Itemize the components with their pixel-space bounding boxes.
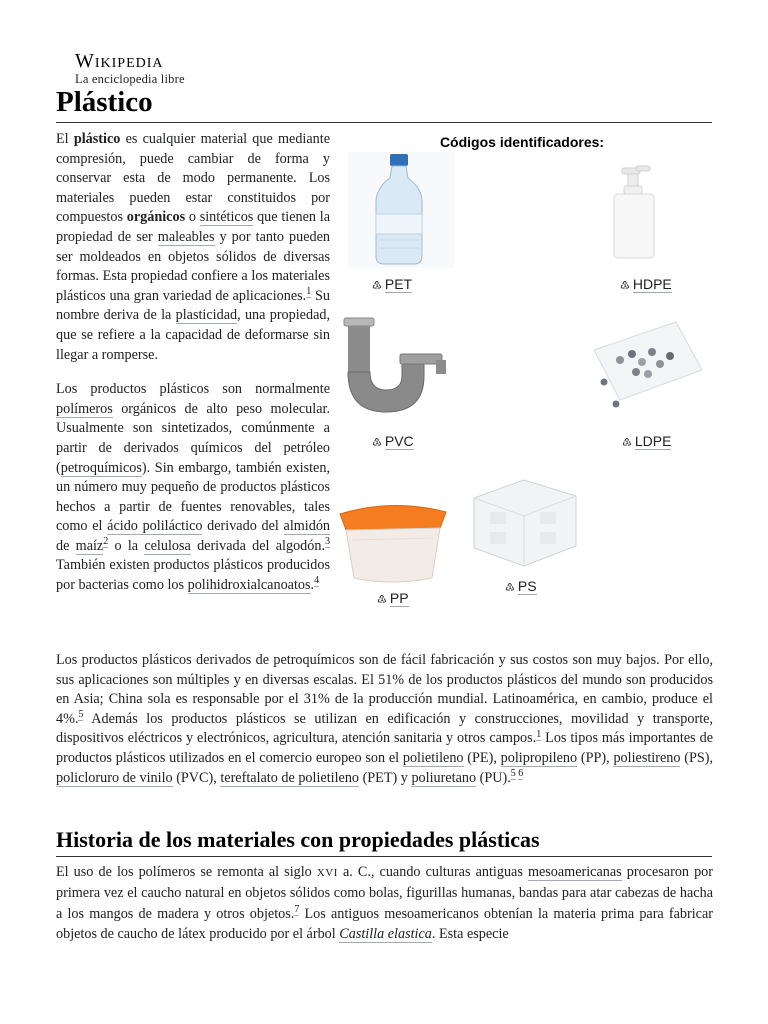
link-polihidroxialcanoatos[interactable]: polihidroxialcanoatos [187, 577, 311, 594]
link-sinteticos[interactable]: sintéticos [199, 209, 254, 226]
pet-bottle-image[interactable] [348, 152, 454, 268]
ref-1b[interactable]: 1 [536, 728, 542, 740]
caption-pp[interactable]: ♳ PP [377, 590, 409, 606]
caption-ps[interactable]: ♳ PS [505, 578, 537, 594]
link-maiz[interactable]: maíz [75, 537, 104, 554]
ref-6[interactable]: 6 [518, 767, 524, 779]
ref-3[interactable]: 3 [325, 536, 330, 548]
section-heading-historia: Historia de los materiales con propiedades plásticas [56, 826, 712, 857]
caption-ldpe[interactable]: ♳ LDPE [622, 433, 672, 449]
recycle-icon: ♳ [377, 594, 387, 606]
link-mesoamericanas[interactable]: mesoamericanas [527, 864, 622, 880]
link-almidon[interactable]: almidón [283, 518, 331, 535]
link-tereftalato-de-polietileno[interactable]: tereftalato de polietileno [220, 769, 360, 786]
logo-wordmark: Wikipedia [75, 50, 164, 72]
link-poliestireno[interactable]: poliestireno [613, 749, 681, 766]
ps-foam-image[interactable] [470, 476, 580, 570]
link-castilla-elastica[interactable]: Castilla elastica [339, 926, 432, 943]
bold-term-plastico: plástico [73, 131, 121, 147]
link-celulosa[interactable]: celulosa [144, 537, 191, 554]
gallery-title: Códigos identificadores: [439, 134, 605, 150]
pvc-pipe-image[interactable] [342, 314, 452, 418]
logo-tagline: La enciclopedia libre [75, 72, 185, 86]
paragraph-polymers: Los productos plásticos son normalmente polímeros orgánicos de alto peso molecular. Usualmente son sintetizados, comúnmente a partir de derivados químicos del petróleo (petroquímicos). Sin embargo, también existen, un número muy pequeño de productos plásticos hechos a partir de fuentes renovables, tales como el ácido poliláctico derivado del almidón de maíz$^2$ o la celulosa derivada del algodón.$^3$ También existen productos plásticos producidos por bacterias como los polihidroxialcanoatos.$^4$ [56, 381, 331, 594]
ldpe-bag-image[interactable] [590, 320, 706, 410]
caption-hdpe[interactable]: ♳ HDPE [620, 276, 672, 292]
caption-pvc[interactable]: ♳ PVC [372, 433, 414, 449]
wikipedia-logo[interactable] [75, 50, 185, 86]
recycle-icon: ♳ [372, 437, 382, 449]
link-acido-polilactico[interactable]: ácido poliláctico [107, 518, 203, 535]
paragraph-history: El uso de los polímeros se remonta al siglo XVI a. C., cuando culturas antiguas mesoamericanas procesaron por primera vez el caucho natural en objetos sólidos como bolas, figurillas humanas, bandas para atar cabezas de hacha a los mangos de madera y otros objetos.$^7$ Los antiguos mesoamericanos obtenían la materia prima para fabricar objetos de caucho de látex producido por el árbol Castilla elastica. Esta especie [56, 864, 714, 943]
recycle-icon: ♳ [505, 582, 515, 594]
ref-1[interactable]: 1 [306, 286, 312, 298]
link-polipropileno[interactable]: polipropileno [500, 749, 578, 766]
ref-2[interactable]: 2 [103, 536, 109, 548]
paragraph-intro: El plástico es cualquier material que mediante compresión, puede cambiar de forma y conservar esta de modo permanente. Los materiales pueden estar constituidos por compuestos orgánicos o sintéticos que tienen la propiedad de ser maleables y por tanto pueden ser moldeados en objetos sólidos de diversas formas. Esta propiedad confiere a los materiales plásticos una gran variedad de aplicaciones.$^1$ Su nombre deriva de la plasticidad, una propiedad, que se refiere a la capacidad de deformarse sin llegar a romperse. [56, 131, 331, 363]
link-plasticidad[interactable]: plasticidad [175, 307, 238, 324]
recycle-icon: ♳ [622, 437, 632, 449]
ref-5b[interactable]: 5 [510, 767, 516, 779]
link-maleables[interactable]: maleables [157, 228, 215, 245]
link-polimeros[interactable]: polímeros [56, 400, 113, 417]
ref-5[interactable]: 5 [78, 709, 84, 721]
link-poliuretano[interactable]: poliuretano [411, 769, 477, 786]
link-petroquimicos[interactable]: petroquímicos [60, 459, 142, 476]
bold-term-organicos: orgánicos [126, 209, 186, 226]
lead-section [56, 130, 330, 611]
ref-4[interactable]: 4 [314, 575, 320, 587]
century-numeral: XVI [316, 867, 338, 879]
ref-7[interactable]: 7 [294, 904, 300, 916]
hdpe-bottle-image[interactable] [608, 164, 668, 264]
recycle-icon: ♳ [372, 280, 382, 292]
link-policloruro-de-vinilo[interactable]: policloruro de vinilo [56, 769, 173, 786]
link-polietileno[interactable]: polietileno [402, 749, 464, 766]
pp-container-image[interactable] [336, 500, 450, 586]
recycle-icon: ♳ [620, 280, 630, 292]
caption-pet[interactable]: ♳ PET [372, 276, 413, 292]
paragraph-production: Los productos plásticos derivados de petroquímicos son de fácil fabricación y sus costos son muy bajos. Por ello, sus aplicaciones son múltiples y en diversas escalas. El 51% de los productos plásticos del mundo son producidos en Asia; China sola es responsable por el 31% de la producción mundial. Latinoamérica, en cambio, produce el 4%.$^5$ Además los productos plásticos se utilizan en edificación y construcciones, movilidad y transporte, dispositivos eléctricos y electrónicos, agricultura, atención sanitaria y otros campos.$^1$ Los tipos más importantes de productos plásticos utilizados en el comercio europeo son el polietileno (PE), polipropileno (PP), poliestireno (PS), policloruro de vinilo (PVC), tereftalato de polietileno (PET) y poliuretano (PU).$^{5 6}$ [56, 652, 713, 786]
page-title: Plástico [56, 84, 712, 123]
